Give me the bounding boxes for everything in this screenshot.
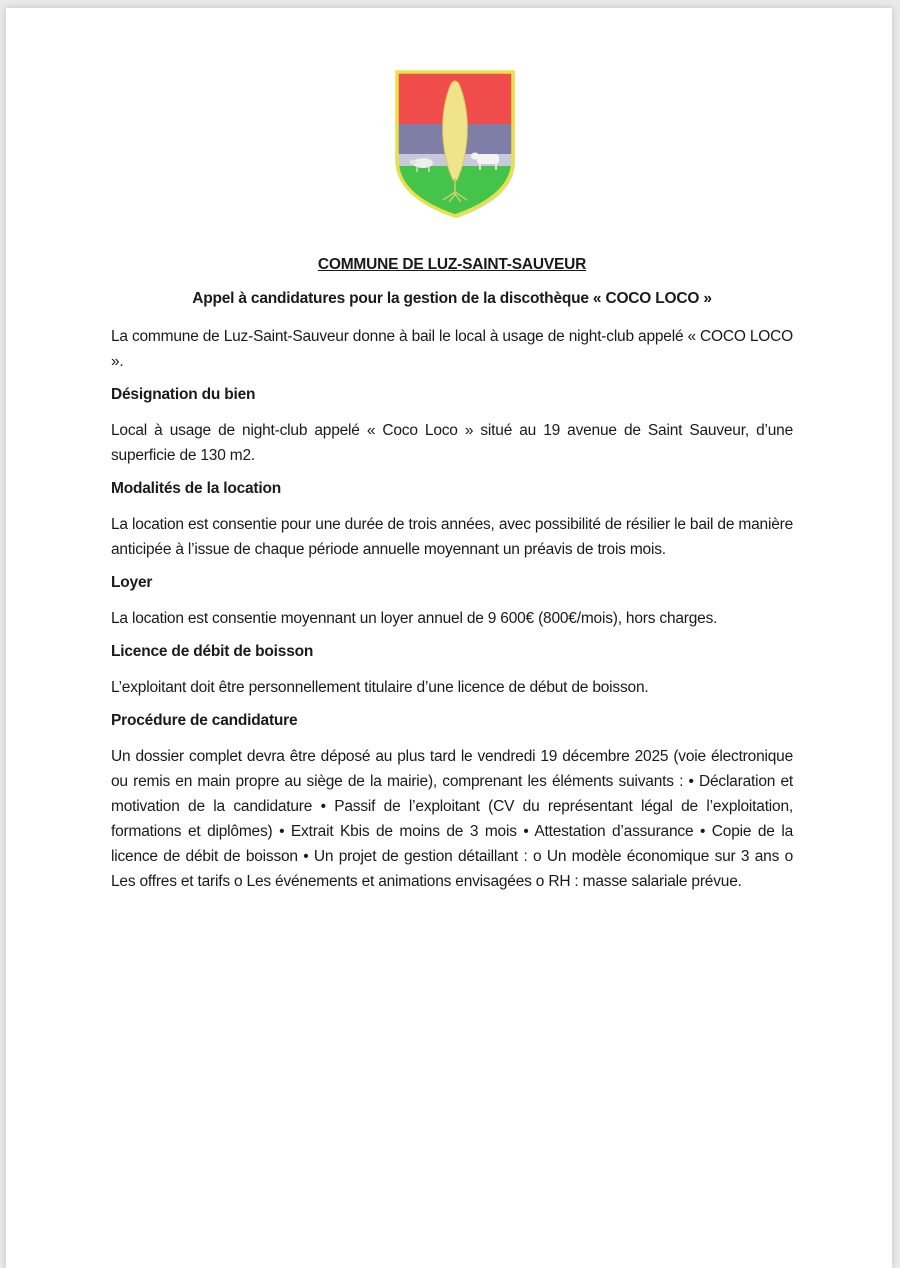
- section-heading-loyer: Loyer: [111, 574, 153, 591]
- section-heading-procedure: Procédure de candidature: [111, 712, 298, 729]
- section-text-designation: Local à usage de night-club appelé « Coco Loco » situé au 19 avenue de Saint Sauveur, d’une superficie de 130 m2.: [111, 422, 793, 464]
- section-text-licence: L’exploitant doit être personnellement titulaire d’une licence de début de boisson.: [111, 679, 649, 696]
- section-heading-licence: Licence de débit de boisson: [111, 643, 314, 660]
- section-text-loyer: La location est consentie moyennant un loyer annuel de 9 600€ (800€/mois), hors charges.: [111, 610, 718, 627]
- page-subtitle: Appel à candidatures pour la gestion de la discothèque « COCO LOCO »: [192, 290, 712, 307]
- coat-of-arms-icon: [391, 68, 519, 220]
- intro-paragraph: La commune de Luz-Saint-Sauveur donne à bail le local à usage de night-club appelé « COCO LOCO ».: [111, 328, 793, 370]
- section-heading-designation: Désignation du bien: [111, 386, 256, 403]
- document-content: [111, 256, 793, 906]
- page-title: COMMUNE DE LUZ-SAINT-SAUVEUR: [317, 256, 587, 273]
- document-page: [6, 8, 892, 1268]
- section-text-procedure: Un dossier complet devra être déposé au plus tard le vendredi 19 décembre 2025 (voie électronique ou remis en main propre au siège de la mairie), comprenant les éléments suivants : • Déclaration et motivation de la candidature • Passif de l’exploitant (CV du représentant légal de l’exploitation, formations et diplômes) • Extrait Kbis de moins de 3 mois • Attestation d’assurance • Copie de la licence de débit de boisson • Un projet de gestion détaillant : o Un modèle économique sur 3 ans o Les offres et tarifs o Les événements et animations envisagées o RH : masse salariale prévue.: [111, 748, 793, 890]
- section-text-modalites: La location est consentie pour une durée de trois années, avec possibilité de résilier le bail de manière anticipée à l’issue de chaque période annuelle moyennant un préavis de trois mois.: [111, 516, 793, 558]
- section-heading-modalites: Modalités de la location: [111, 480, 282, 497]
